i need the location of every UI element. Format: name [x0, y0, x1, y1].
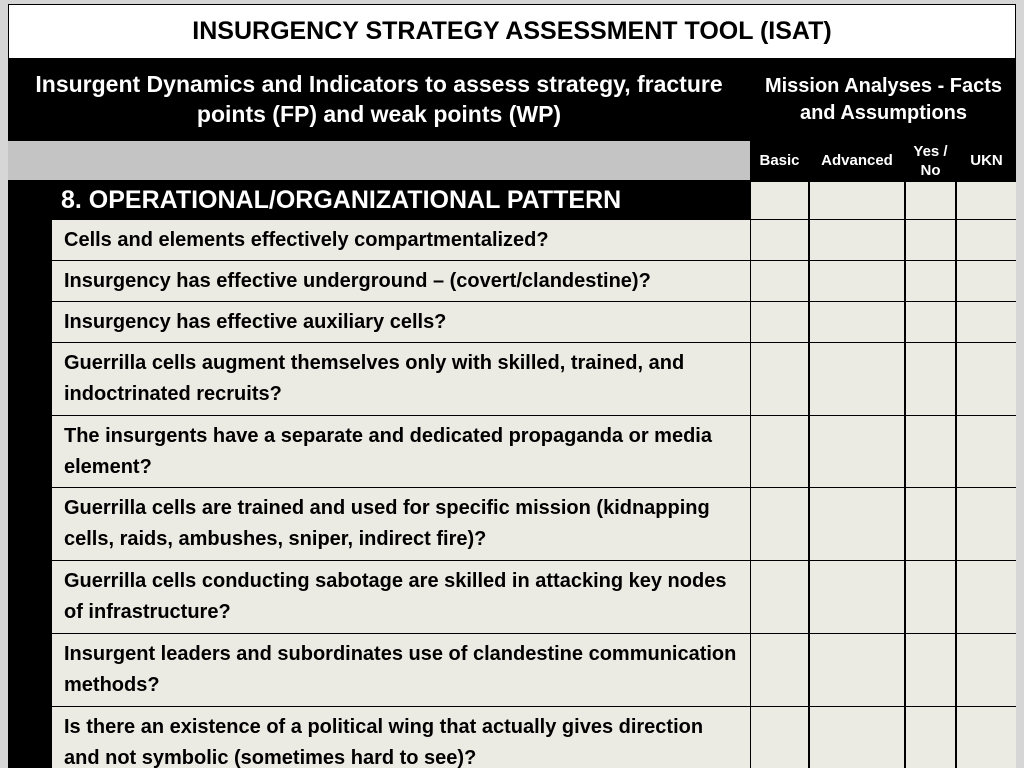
question-text: Guerrilla cells augment themselves only with skilled, trained, and indoctrinated recruits? [64, 352, 685, 405]
answer-cell-yes-no[interactable] [906, 220, 955, 260]
answer-cell-ukn[interactable] [957, 488, 1016, 560]
answer-cell-ukn[interactable] [957, 416, 1016, 487]
answer-cell-ukn[interactable] [957, 220, 1016, 260]
answer-cell-yes-no[interactable] [906, 488, 955, 560]
answer-cell-basic[interactable] [751, 343, 808, 415]
answer-cell-ukn[interactable] [957, 634, 1016, 706]
answer-cell-basic[interactable] [751, 561, 808, 633]
column-header-ukn: UKN [957, 141, 1016, 180]
question-row [52, 261, 750, 301]
question-text: Insurgency has effective auxiliary cells? [64, 310, 447, 333]
answer-cell-advanced[interactable] [810, 561, 904, 633]
question-text: Insurgency has effective underground – (covert/clandestine)? [64, 269, 651, 292]
answer-cell-yes-no[interactable] [906, 182, 955, 219]
question-row [52, 634, 750, 706]
column-header-basic: Basic [751, 141, 808, 180]
question-text: Is there an existence of a political wing that actually gives direction and not symbolic (sometimes hard to see)? [64, 716, 704, 768]
answer-cell-basic[interactable] [751, 261, 808, 301]
answer-cell-ukn[interactable] [957, 182, 1016, 219]
answer-cell-ukn[interactable] [957, 707, 1016, 768]
answer-cell-ukn[interactable] [957, 261, 1016, 301]
answer-cell-basic[interactable] [751, 488, 808, 560]
answer-cell-basic[interactable] [751, 707, 808, 768]
answer-cell-basic[interactable] [751, 220, 808, 260]
header-indicators: Insurgent Dynamics and Indicators to assess strategy, fracture points (FP) and weak points (WP) [8, 59, 750, 139]
answer-cell-yes-no[interactable] [906, 561, 955, 633]
answer-cell-advanced[interactable] [810, 488, 904, 560]
question-row [52, 220, 750, 260]
answer-cell-ukn[interactable] [957, 302, 1016, 342]
answer-cell-advanced[interactable] [810, 302, 904, 342]
answer-cell-advanced[interactable] [810, 343, 904, 415]
answer-cell-yes-no[interactable] [906, 302, 955, 342]
answer-cell-ukn[interactable] [957, 561, 1016, 633]
question-row [52, 488, 750, 560]
answer-cell-advanced[interactable] [810, 182, 904, 219]
question-row [52, 343, 750, 415]
answer-cell-advanced[interactable] [810, 261, 904, 301]
page-title: INSURGENCY STRATEGY ASSESSMENT TOOL (ISAT) [9, 5, 1015, 58]
question-row [52, 561, 750, 633]
answer-cell-yes-no[interactable] [906, 261, 955, 301]
answer-cell-yes-no[interactable] [906, 343, 955, 415]
isat-table [8, 4, 1016, 768]
answer-cell-basic[interactable] [751, 416, 808, 487]
answer-cell-advanced[interactable] [810, 634, 904, 706]
answer-cell-advanced[interactable] [810, 220, 904, 260]
header-mission-analyses: Mission Analyses - Facts and Assumptions [751, 59, 1016, 139]
question-text: Cells and elements effectively compartmentalized? [64, 228, 549, 251]
answer-cell-ukn[interactable] [957, 343, 1016, 415]
question-text: Guerrilla cells are trained and used for specific mission (kidnapping cells, raids, ambushes, sniper, indirect fire)? [64, 497, 710, 550]
answer-cell-basic[interactable] [751, 182, 808, 219]
answer-cell-advanced[interactable] [810, 416, 904, 487]
question-row [52, 707, 750, 768]
question-text: Guerrilla cells conducting sabotage are skilled in attacking key nodes of infrastructure? [64, 570, 727, 623]
answer-cell-basic[interactable] [751, 634, 808, 706]
subheader-bar [8, 141, 750, 180]
section-title: 8. OPERATIONAL/ORGANIZATIONAL PATTERN [51, 182, 750, 219]
answer-cell-basic[interactable] [751, 302, 808, 342]
column-header-yes-no: Yes / No [906, 141, 955, 180]
answer-cell-yes-no[interactable] [906, 416, 955, 487]
question-text: Insurgent leaders and subordinates use of clandestine communication methods? [64, 643, 737, 696]
column-header-advanced: Advanced [810, 141, 904, 180]
answer-cell-yes-no[interactable] [906, 634, 955, 706]
question-row [52, 302, 750, 342]
question-row [52, 416, 750, 487]
question-text: The insurgents have a separate and dedicated propaganda or media element? [64, 424, 712, 478]
answer-cell-advanced[interactable] [810, 707, 904, 768]
answer-cell-yes-no[interactable] [906, 707, 955, 768]
